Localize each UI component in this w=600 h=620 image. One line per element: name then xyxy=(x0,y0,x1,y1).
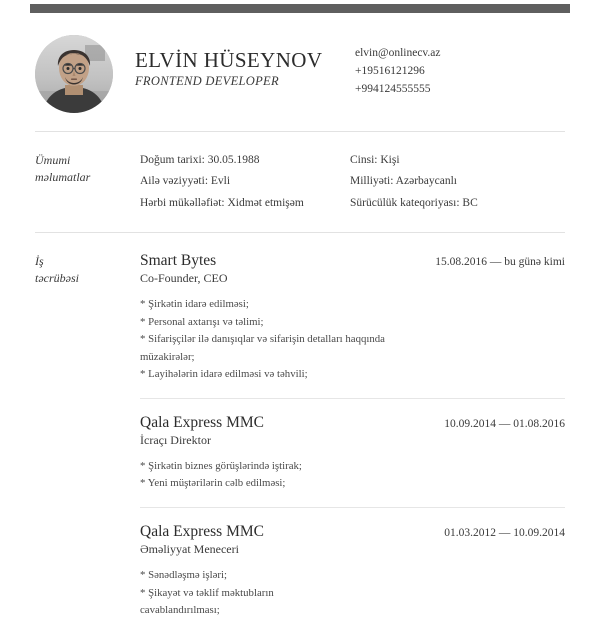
info-birth-date: Doğum tarixi: 30.05.1988 xyxy=(140,154,260,166)
experience-item xyxy=(140,251,565,384)
job-dates: 15.08.2016 — bu günə kimi xyxy=(435,255,565,268)
job-role: İcraçı Direktor xyxy=(140,432,211,447)
general-info-right-column xyxy=(350,150,565,214)
section-label-general-info xyxy=(35,150,140,214)
job-duties xyxy=(140,458,400,493)
duty-item: * Şirkətin idarə edilməsi; xyxy=(140,298,249,311)
contact-phone-primary[interactable]: +19516121296 xyxy=(355,64,425,77)
duty-item: cavablandırılması; xyxy=(140,604,220,617)
section-experience xyxy=(0,251,600,384)
section-label-line-2: məlumatlar xyxy=(35,170,91,185)
resume-page xyxy=(0,13,600,620)
duty-item: * Sifarişçilər ilə danışıqlar və sifarişin detalları haqqında müzakirələr; xyxy=(140,333,385,363)
resume-header xyxy=(0,13,600,113)
duty-item: * Sənədləşmə işləri; xyxy=(140,569,227,582)
section-label-line-1: Ümumi xyxy=(35,153,71,167)
experience-body xyxy=(140,251,565,384)
job-title: FRONTEND DEVELOPER xyxy=(135,74,279,89)
job-company: Qala Express MMC xyxy=(140,522,264,540)
section-label-line-1: İş xyxy=(35,253,44,268)
full-name: ELVİN HÜSEYNOV xyxy=(135,48,323,72)
duty-item: * Şirkətin biznes görüşlərində iştirak; xyxy=(140,459,302,472)
section-label-spacer xyxy=(35,522,140,620)
duty-item: * Şikayət və təklif məktubların xyxy=(140,586,274,599)
duty-item: * Layihələrin idarə edilməsi və təhvili; xyxy=(140,368,308,381)
job-dates: 10.09.2014 — 01.08.2016 xyxy=(444,417,565,430)
info-marital-status: Ailə vəziyyəti: Evli xyxy=(140,175,231,188)
duty-item: * Personal axtarışı və təlimi; xyxy=(140,315,264,328)
job-duties xyxy=(140,567,400,619)
contact-email[interactable]: elvin@onlinecv.az xyxy=(355,47,441,59)
section-general-info xyxy=(0,150,600,214)
job-role: Co-Founder, CEO xyxy=(140,271,228,286)
section-experience-continued-1 xyxy=(0,413,600,493)
job-duties xyxy=(140,296,400,383)
job-dates: 01.03.2012 — 10.09.2014 xyxy=(444,526,565,539)
top-accent-bar xyxy=(30,4,570,13)
job-role: Əməliyyat Meneceri xyxy=(140,542,239,557)
section-experience-continued-2 xyxy=(0,522,600,620)
name-block xyxy=(135,35,349,89)
job-company: Smart Bytes xyxy=(140,251,217,269)
section-label-experience xyxy=(35,251,140,384)
info-gender: Cinsi: Kişi xyxy=(350,154,400,166)
general-info-left-column xyxy=(140,150,350,214)
general-info-body xyxy=(140,150,565,214)
avatar xyxy=(35,35,113,113)
info-military-service: Hərbi mükəlləfiət: Xidmət etmişəm xyxy=(140,196,304,209)
section-label-spacer xyxy=(35,413,140,493)
info-nationality: Milliyəti: Azərbaycanlı xyxy=(350,175,457,188)
duty-item: * Yeni müştərilərin cəlb edilməsi; xyxy=(140,477,286,490)
contact-phone-secondary[interactable]: +994124555555 xyxy=(355,82,431,95)
job-company: Qala Express MMC xyxy=(140,413,264,431)
info-driving-category: Sürücülük kateqoriyası: BC xyxy=(350,196,478,209)
section-label-line-2: təcrübəsi xyxy=(35,271,79,286)
experience-item xyxy=(140,522,565,620)
contact-block xyxy=(355,35,565,98)
experience-item xyxy=(140,413,565,493)
